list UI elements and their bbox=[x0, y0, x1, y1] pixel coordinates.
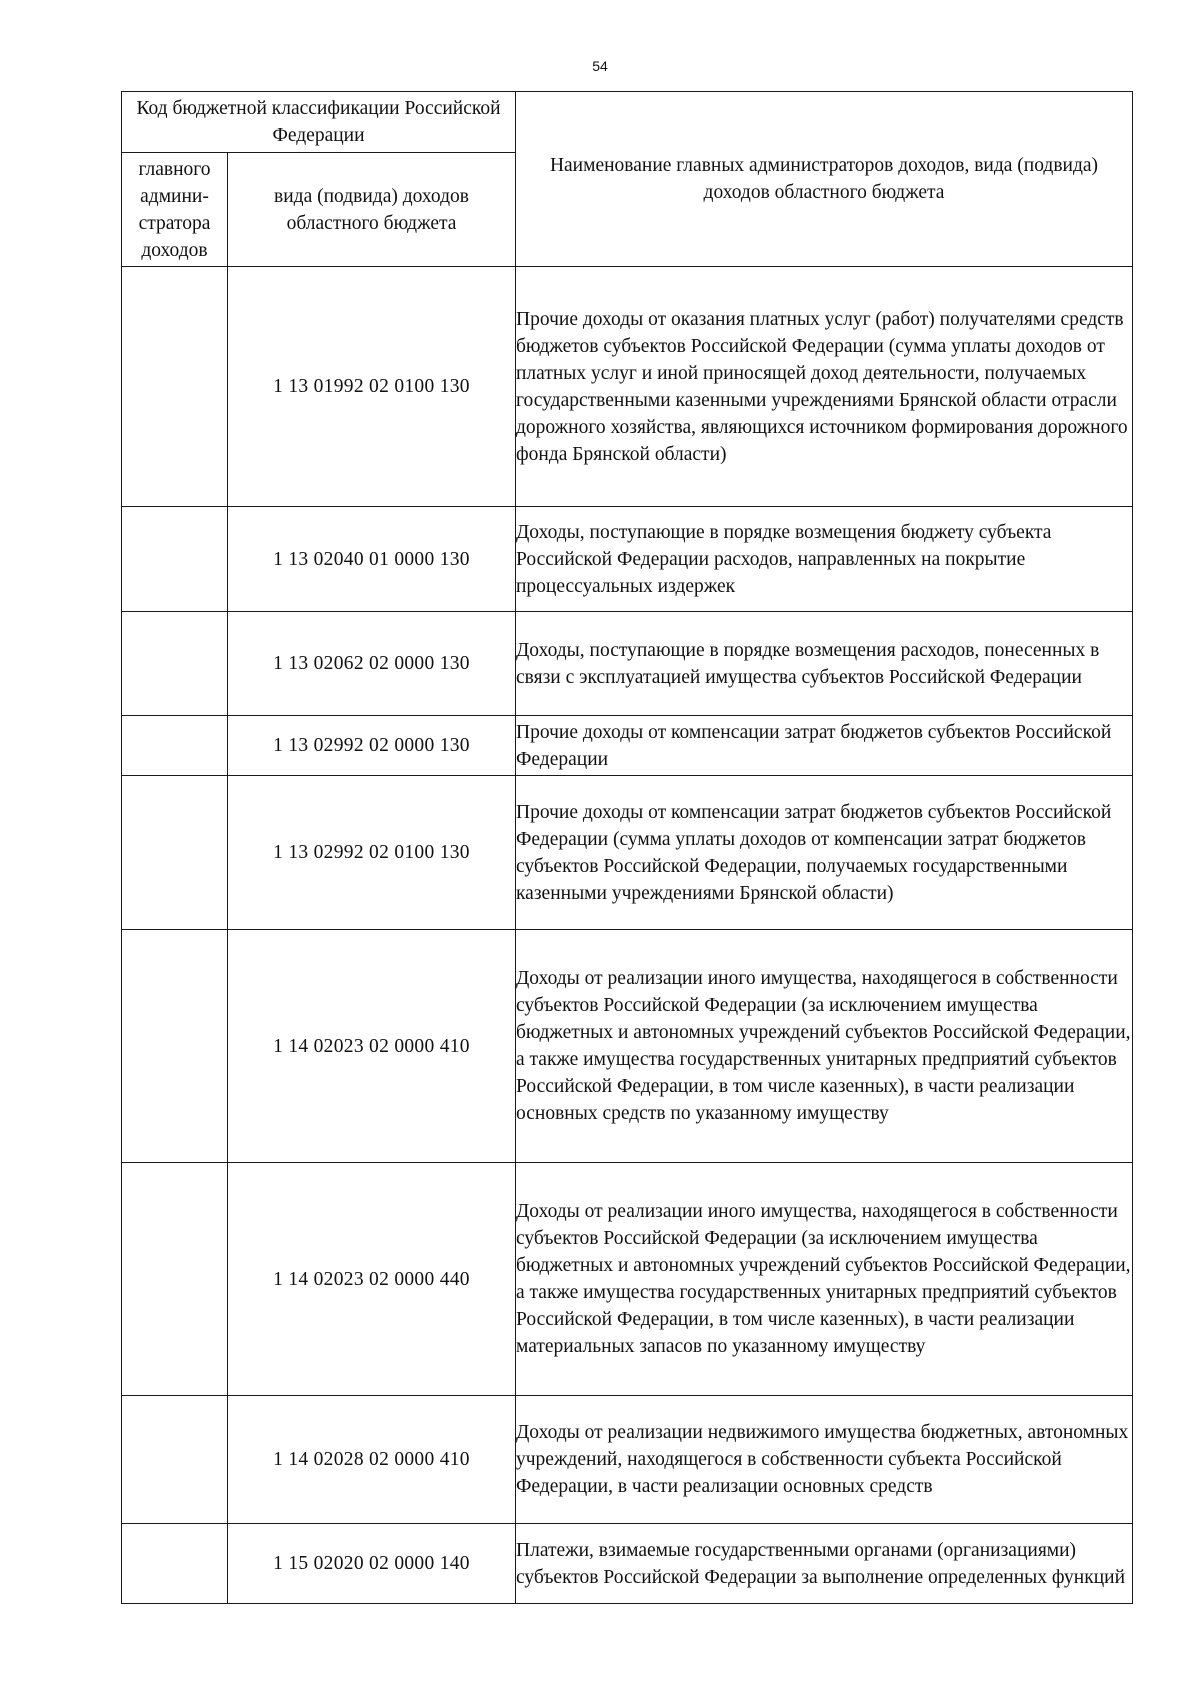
header-budget-code-group: Код бюджетной классификации Российской Федерации bbox=[122, 92, 516, 153]
table-row bbox=[122, 930, 1133, 1163]
table-row bbox=[122, 716, 1133, 776]
budget-classification-table bbox=[121, 91, 1133, 1604]
table-row bbox=[122, 1524, 1133, 1604]
table-row bbox=[122, 1163, 1133, 1396]
revenue-name-cell: Прочие доходы от оказания платных услуг (работ) получателями средств бюджетов субъектов Российской Федерации (сумма уплаты доходов от платных услуг и иной приносящей доход деятельности, получаемых государственными казенными учреждениями Брянской области отрасли дорожного хозяйства, являющихся источником формирования дорожного фонда Брянской области) bbox=[516, 267, 1133, 507]
header-kind-line: областного бюджета bbox=[286, 212, 457, 234]
revenue-name-cell: Платежи, взимаемые государственными органами (организациями) субъектов Российской Федерации за выполнение определенных функций bbox=[516, 1524, 1133, 1604]
admin-code-cell bbox=[122, 776, 228, 930]
revenue-name-cell: Доходы от реализации иного имущества, находящегося в собственности субъектов Российской Федерации (за исключением имущества бюджетных и автономных учреждений субъектов Российской Федерации, а также имущества государственных унитарных предприятий субъектов Российской Федерации, в том числе казенных), в части реализации основных средств по указанному имуществу bbox=[516, 930, 1133, 1163]
revenue-code-cell: 1 13 01992 02 0100 130 bbox=[228, 267, 516, 507]
revenue-name-cell: Прочие доходы от компенсации затрат бюджетов субъектов Российской Федерации (сумма уплаты доходов от компенсации затрат бюджетов субъектов Российской Федерации, получаемых государственными казенными учреждениями Брянской области) bbox=[516, 776, 1133, 930]
admin-code-cell bbox=[122, 716, 228, 776]
revenue-code-cell: 1 13 02992 02 0000 130 bbox=[228, 716, 516, 776]
header-admin-line: главного bbox=[138, 158, 211, 180]
admin-code-cell bbox=[122, 930, 228, 1163]
table-row bbox=[122, 612, 1133, 716]
revenue-code-cell: 1 14 02023 02 0000 440 bbox=[228, 1163, 516, 1396]
header-administrator-name: Наименование главных администраторов доходов, вида (подвида) доходов областного бюджета bbox=[516, 92, 1133, 267]
admin-code-cell bbox=[122, 507, 228, 612]
revenue-code-cell: 1 13 02992 02 0100 130 bbox=[228, 776, 516, 930]
header-admin-line: стратора bbox=[138, 212, 211, 234]
admin-code-cell bbox=[122, 1163, 228, 1396]
admin-code-cell bbox=[122, 612, 228, 716]
admin-code-cell bbox=[122, 1524, 228, 1604]
table-row bbox=[122, 776, 1133, 930]
revenue-name-cell: Доходы от реализации иного имущества, находящегося в собственности субъектов Российской Федерации (за исключением имущества бюджетных и автономных учреждений субъектов Российской Федерации, а также имущества государственных унитарных предприятий субъектов Российской Федерации, в том числе казенных), в части реализации материальных запасов по указанному имуществу bbox=[516, 1163, 1133, 1396]
header-chief-administrator bbox=[122, 153, 228, 267]
admin-code-cell bbox=[122, 267, 228, 507]
revenue-code-cell: 1 14 02028 02 0000 410 bbox=[228, 1396, 516, 1524]
table-row bbox=[122, 1396, 1133, 1524]
revenue-code-cell: 1 13 02040 01 0000 130 bbox=[228, 507, 516, 612]
revenue-code-cell: 1 15 02020 02 0000 140 bbox=[228, 1524, 516, 1604]
revenue-name-cell: Прочие доходы от компенсации затрат бюджетов субъектов Российской Федерации bbox=[516, 716, 1133, 776]
revenue-name-cell: Доходы, поступающие в порядке возмещения расходов, понесенных в связи с эксплуатацией имущества субъектов Российской Федерации bbox=[516, 612, 1133, 716]
revenue-name-cell: Доходы, поступающие в порядке возмещения бюджету субъекта Российской Федерации расходов, направленных на покрытие процессуальных издержек bbox=[516, 507, 1133, 612]
table-row bbox=[122, 507, 1133, 612]
header-kind-line: вида (подвида) доходов bbox=[274, 185, 469, 207]
header-admin-line: админи- bbox=[140, 185, 209, 207]
revenue-code-cell: 1 13 02062 02 0000 130 bbox=[228, 612, 516, 716]
header-revenue-kind bbox=[228, 153, 516, 267]
header-admin-line: доходов bbox=[141, 239, 208, 261]
admin-code-cell bbox=[122, 1396, 228, 1524]
revenue-code-cell: 1 14 02023 02 0000 410 bbox=[228, 930, 516, 1163]
table-row bbox=[122, 267, 1133, 507]
header-row-1 bbox=[122, 92, 1133, 153]
page-number: 54 bbox=[592, 58, 608, 74]
revenue-name-cell: Доходы от реализации недвижимого имущества бюджетных, автономных учреждений, находящегося в собственности субъекта Российской Федерации, в части реализации основных средств bbox=[516, 1396, 1133, 1524]
